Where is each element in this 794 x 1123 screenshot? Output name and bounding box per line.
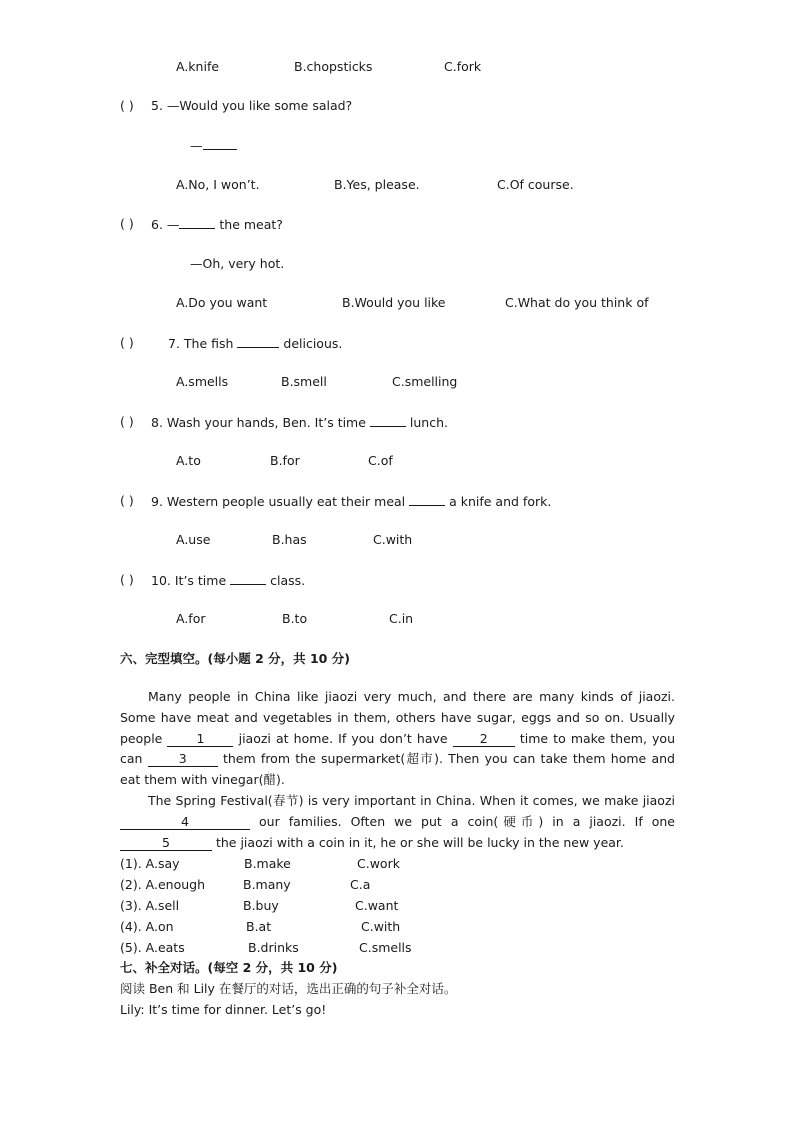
q8-stem — [151, 414, 448, 431]
cloze-choice-5-b: B.drinks — [248, 940, 299, 955]
q7-stem-pre: 7. The fish — [168, 336, 238, 351]
cloze-choice-3-c: C.want — [355, 898, 399, 913]
q8-answer-paren: ( ) — [120, 414, 134, 429]
q4-option-a: A.knife — [176, 59, 220, 74]
section6-heading: 六、完型填空。(每小题 2 分，共 10 分) — [120, 651, 350, 666]
q9-option-b: B.has — [272, 532, 307, 547]
q5-blank — [203, 137, 237, 150]
q7-option-b: B.smell — [281, 374, 327, 389]
cloze-choice-4-a: (4). A.on — [120, 919, 174, 934]
q7-blank — [237, 335, 279, 348]
cloze-choice-1-b: B.make — [244, 856, 291, 871]
q7-stem-post: delicious. — [279, 336, 343, 351]
q8-stem-post: lunch. — [405, 415, 448, 430]
q10-answer-paren: ( ) — [120, 572, 134, 587]
q10-stem — [151, 572, 305, 589]
cloze-p2-text-3: the jiaozi with a coin in it, he or she will be lucky in the new year. — [212, 834, 624, 850]
cloze-choice-4-b: B.at — [246, 919, 272, 934]
q6-option-c: C.What do you think of — [505, 295, 649, 310]
cloze-choice-5-a: (5). A.eats — [120, 940, 185, 955]
q5-option-a: A.No, I won’t. — [176, 177, 260, 192]
cloze-paragraph-1 — [120, 687, 675, 791]
q5-answer-paren: ( ) — [120, 98, 134, 113]
cloze-choice-1-a: (1). A.say — [120, 856, 180, 871]
q4-option-c: C.fork — [444, 59, 482, 74]
q4-option-b: B.chopsticks — [294, 59, 373, 74]
q10-blank — [230, 572, 266, 585]
cloze-paragraph-2 — [120, 791, 675, 853]
q6-option-a: A.Do you want — [176, 295, 268, 310]
cloze-p1-text-3: time to make them, you can — [120, 730, 675, 767]
cloze-choice-2-a: (2). A.enough — [120, 877, 205, 892]
q10-option-b: B.to — [282, 611, 308, 626]
cloze-choice-3-a: (3). A.sell — [120, 898, 180, 913]
cloze-blank-5: 5 — [120, 836, 212, 851]
q9-answer-paren: ( ) — [120, 493, 134, 508]
q5-reply-dash: — — [190, 138, 203, 153]
cloze-p2-text-2: our families. Often we put a coin(硬币) in a jiaozi. If one — [250, 813, 675, 829]
cloze-choice-3-b: B.buy — [243, 898, 279, 913]
q10-stem-post: class. — [266, 573, 306, 588]
q8-stem-pre: 8. Wash your hands, Ben. It’s time — [151, 415, 370, 430]
q6-stem-pre: 6. — — [151, 217, 180, 232]
section7-heading: 七、补全对话。(每空 2 分，共 10 分) — [120, 960, 338, 975]
q7-stem — [168, 335, 342, 352]
cloze-blank-4: 4 — [120, 815, 250, 830]
q9-stem-pre: 9. Western people usually eat their meal — [151, 494, 410, 509]
q7-option-c: C.smelling — [392, 374, 458, 389]
q5-option-c: C.Of course. — [497, 177, 574, 192]
cloze-blank-2: 2 — [453, 732, 515, 747]
q9-stem — [151, 493, 551, 510]
q8-blank — [370, 414, 406, 427]
q8-option-b: B.for — [270, 453, 300, 468]
cloze-blank-1: 1 — [167, 732, 233, 747]
q7-answer-paren: ( ) — [120, 335, 134, 350]
q8-option-a: A.to — [176, 453, 201, 468]
cloze-p1-text-4: them from the supermarket(超市). Then you can take them home and eat them with vinegar(醋). — [120, 751, 675, 788]
q6-answer-paren: ( ) — [120, 216, 134, 231]
cloze-choice-2-b: B.many — [243, 877, 291, 892]
q9-blank — [409, 493, 445, 506]
cloze-choice-5-c: C.smells — [359, 940, 412, 955]
q5-reply — [190, 137, 237, 154]
cloze-choice-4-c: C.with — [361, 919, 401, 934]
dialogue-line-lily: Lily: It’s time for dinner. Let’s go! — [120, 1002, 327, 1017]
q9-option-a: A.use — [176, 532, 211, 547]
cloze-blank-3: 3 — [148, 752, 218, 767]
q9-option-c: C.with — [373, 532, 413, 547]
cloze-choice-1-c: C.work — [357, 856, 400, 871]
q6-stem — [151, 216, 283, 233]
cloze-p1-text-2: jiaozi at home. If you don’t have — [233, 730, 453, 746]
cloze-choice-2-c: C.a — [350, 877, 371, 892]
q9-stem-post: a knife and fork. — [445, 494, 552, 509]
q8-option-c: C.of — [368, 453, 393, 468]
q6-blank — [179, 216, 215, 229]
cloze-p2-text-1: The Spring Festival(春节) is very important in China. When it comes, we make jiaozi — [148, 792, 675, 808]
cloze-p1-text-1: Many people in China like jiaozi very much, and there are many kinds of jiaozi. Some have meat and vegetables in them, others have sugar, eggs and so on. Usually people — [120, 689, 675, 746]
q6-reply: —Oh, very hot. — [190, 256, 285, 271]
cloze-passage — [120, 687, 675, 853]
q10-option-c: C.in — [389, 611, 414, 626]
q5-option-b: B.Yes, please. — [334, 177, 420, 192]
q7-option-a: A.smells — [176, 374, 229, 389]
section7-instruction: 阅读 Ben 和 Lily 在餐厅的对话，选出正确的句子补全对话。 — [120, 981, 457, 996]
q5-stem: 5. —Would you like some salad? — [151, 98, 353, 113]
q6-option-b: B.Would you like — [342, 295, 446, 310]
q6-stem-post: the meat? — [215, 217, 283, 232]
q10-stem-pre: 10. It’s time — [151, 573, 231, 588]
q10-option-a: A.for — [176, 611, 206, 626]
